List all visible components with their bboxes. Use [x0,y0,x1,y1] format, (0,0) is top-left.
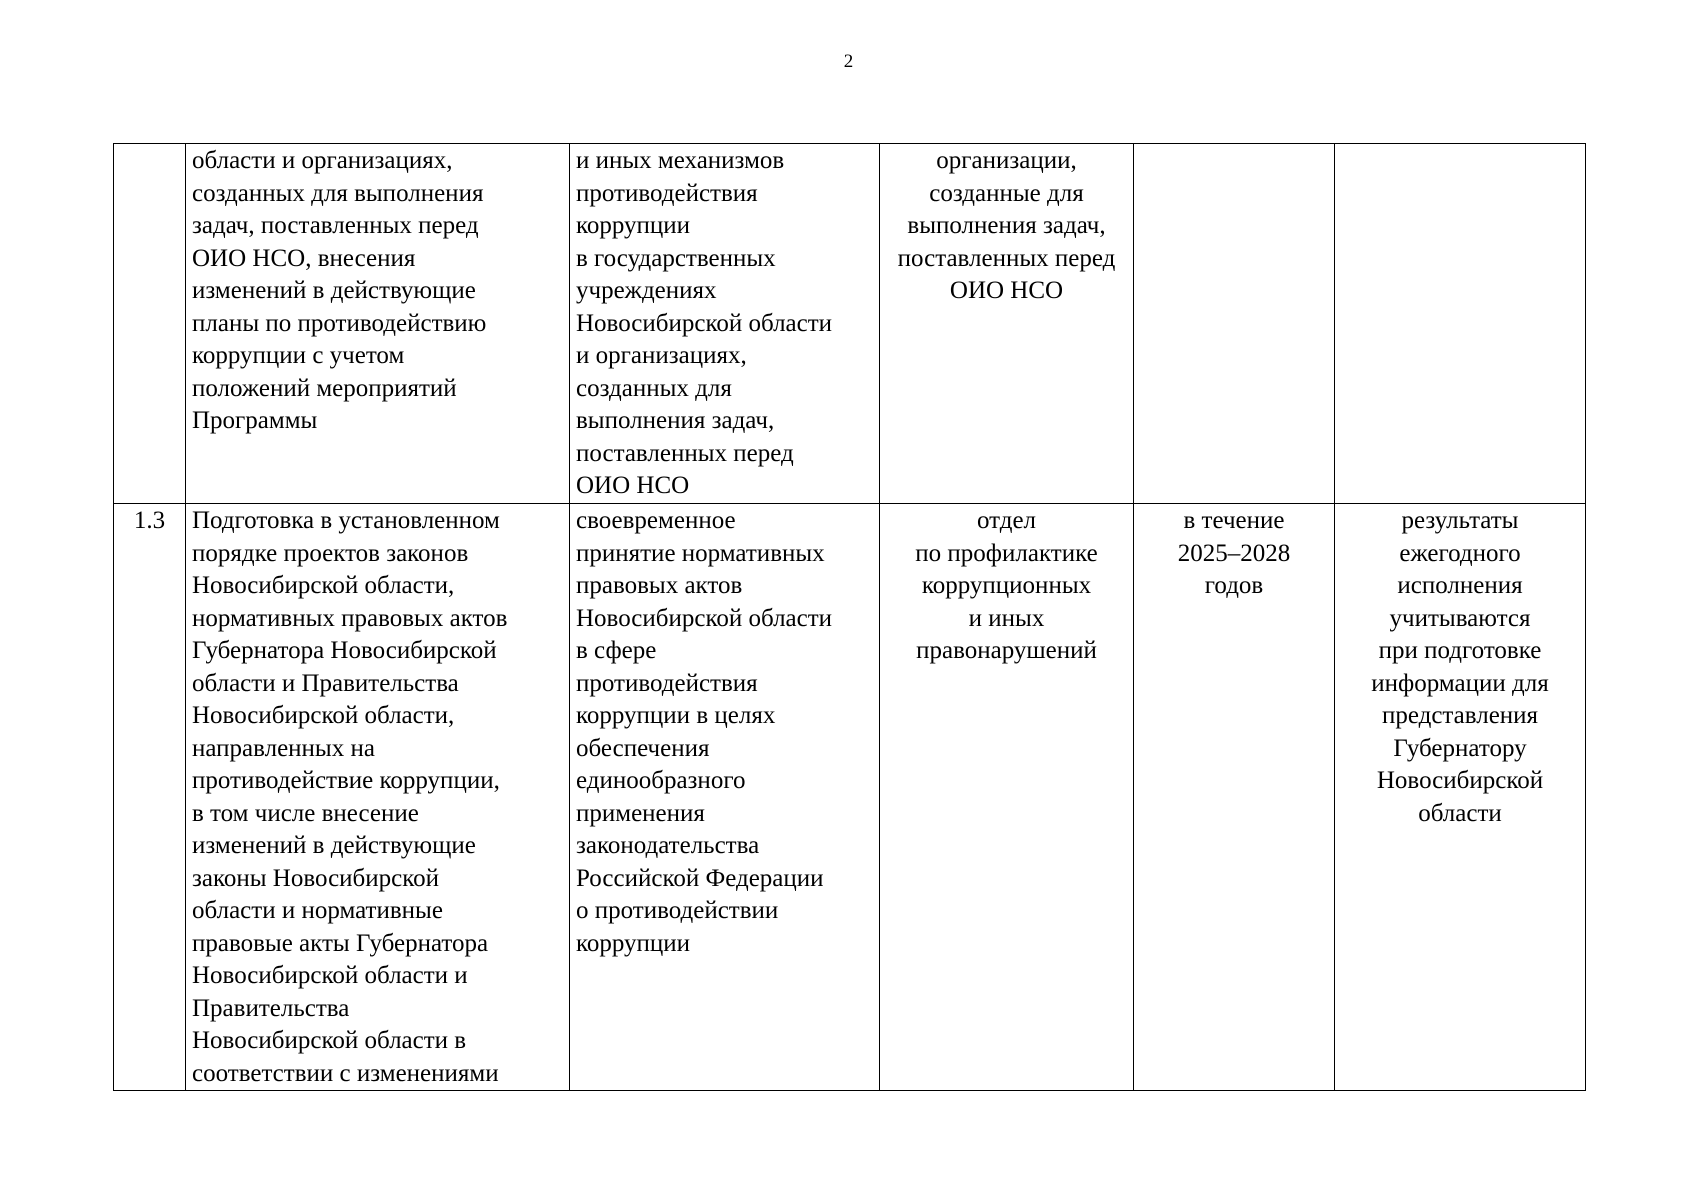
text-line: Новосибирской области в [192,1027,467,1054]
text-line: Программы [192,407,318,434]
text-line: Новосибирской области, [192,572,455,599]
text-line: Новосибирской области [576,309,833,337]
text-line: законы Новосибирской [192,864,440,892]
text-line: Правительства [192,994,350,1022]
row-number: 1.3 [133,507,166,534]
text-line: области и организациях, [192,147,453,174]
text-line: противодействия [576,669,758,697]
text-line: исполнения [1397,572,1523,599]
text-line: и иных механизмов [576,147,785,174]
text-line: правовые акты Губернатора [192,929,489,957]
text-line: в государственных [576,244,776,272]
text-line: коррупции [576,929,691,957]
text-line: области [1418,799,1502,827]
text-line: Новосибирской области [576,604,833,632]
text-line: изменений в действующие [192,277,476,304]
text-line: созданные для [929,179,1084,207]
text-line: соответствии с изменениями [192,1059,499,1087]
text-line: поставленных перед [897,244,1116,272]
row-number-cell [114,144,186,504]
text-line: правовых актов [576,572,743,599]
expected-result-cell [570,504,880,1091]
text-line: и организациях, [576,342,747,369]
text-line: применения [576,799,705,827]
text-line: коррупции [576,212,691,239]
text-line: противодействие коррупции, [192,767,500,794]
text-line: области и Правительства [192,669,459,697]
page-number: 2 [843,51,854,72]
responsible-cell [880,504,1134,1091]
text-line: учитываются [1389,604,1531,632]
text-line: задач, поставленных перед [192,212,479,239]
text-line: учреждениях [576,277,717,304]
row-number-cell [114,504,186,1091]
text-line: результаты [1401,507,1519,534]
text-line: Новосибирской области, [192,702,455,729]
text-line: Новосибирской области и [192,962,468,989]
measure-name-cell [186,504,570,1091]
text-line: в сфере [576,637,657,664]
result-use-cell [1335,504,1586,1091]
text-line: Подготовка в установленном [192,507,500,534]
table-row [114,504,1586,1091]
text-line: годов [1204,572,1264,599]
text-line: ОИО НСО, внесения [192,244,416,272]
text-line: коррупции с учетом [192,342,405,369]
text-line: представления [1381,702,1539,729]
text-line: законодательства [576,832,760,859]
text-line: своевременное [576,507,736,534]
text-line: выполнения задач, [907,212,1106,239]
text-line: нормативных правовых актов [192,604,508,632]
text-line: Новосибирской [1376,767,1544,794]
text-line: коррупции в целях [576,702,776,729]
text-line: коррупционных [921,572,1092,599]
text-line: Российской Федерации [576,864,824,892]
text-line: в течение [1183,507,1285,534]
text-line: правонарушений [916,637,1097,664]
text-line: планы по противодействию [192,309,487,337]
text-line: порядке проектов законов [192,539,469,567]
measures-table [113,143,1586,1091]
measure-name-cell [186,144,570,504]
text-line: при подготовке [1378,637,1542,664]
text-line: организации, [936,147,1077,174]
text-line: принятие нормативных [576,539,825,567]
text-line: и иных [968,604,1045,632]
text-line: выполнения задач, [576,407,775,434]
table-row [114,144,1586,504]
text-line: о противодействии [576,897,779,924]
text-line: созданных для [576,374,732,402]
text-line: по профилактике [915,539,1098,567]
text-line: противодействия [576,179,758,207]
text-line: области и нормативные [192,897,443,924]
text-line: созданных для выполнения [192,179,484,207]
text-line: ежегодного [1399,539,1521,567]
text-line: Губернатора Новосибирской [192,637,497,664]
text-line: информации для [1371,669,1549,697]
responsible-cell [880,144,1134,504]
deadline-cell [1134,504,1335,1091]
text-line: отдел [976,507,1037,534]
expected-result-cell [570,144,880,504]
text-line: Губернатору [1393,734,1527,762]
text-line: в том числе внесение [192,799,419,827]
text-line: положений мероприятий [192,374,457,402]
text-line: направленных на [192,734,375,762]
result-use-cell [1335,144,1586,504]
text-line: поставленных перед [576,439,794,467]
text-line: изменений в действующие [192,832,476,859]
text-line: 2025–2028 [1177,539,1291,567]
text-line: ОИО НСО [949,277,1064,304]
deadline-cell [1134,144,1335,504]
text-line: ОИО НСО [576,472,690,499]
text-line: единообразного [576,767,746,794]
text-line: обеспечения [576,734,710,762]
